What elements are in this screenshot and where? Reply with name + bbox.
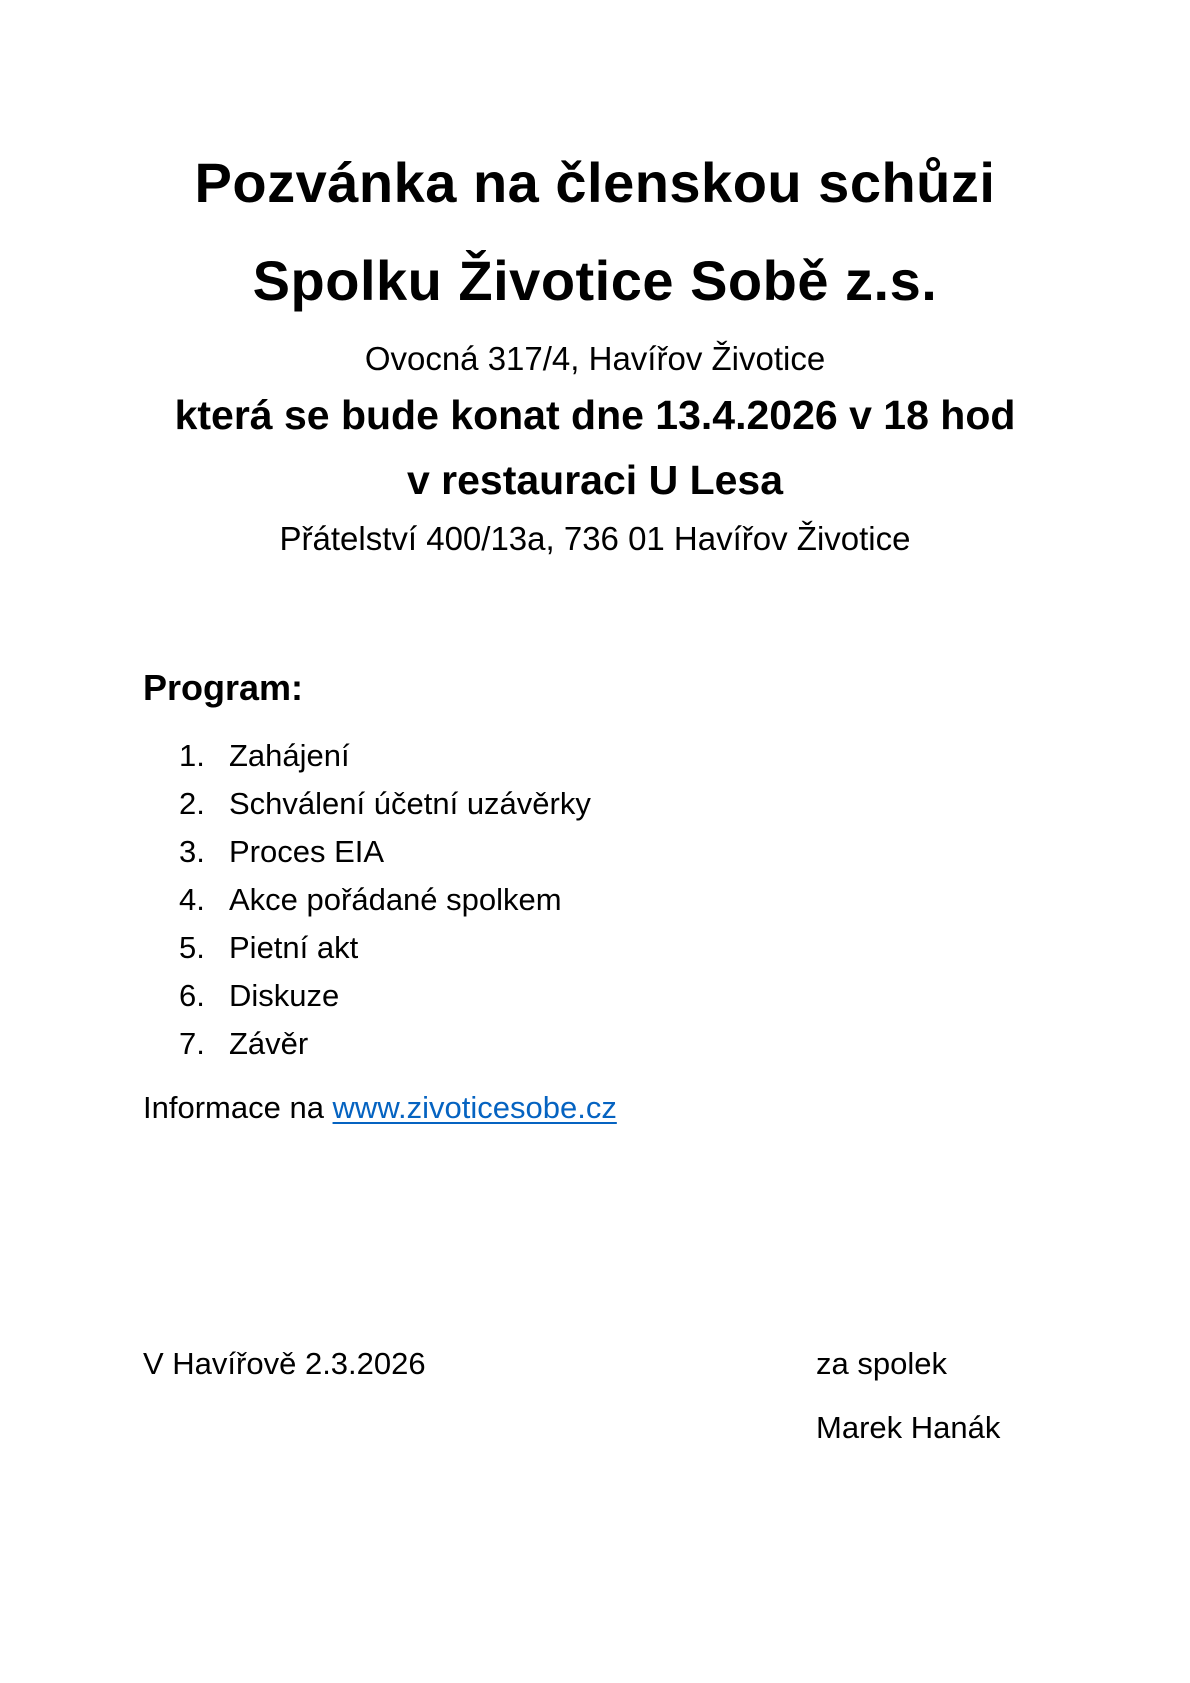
program-item-number: 6.: [179, 978, 205, 1013]
signature-name: Marek Hanák: [816, 1410, 1001, 1445]
meeting-datetime: která se bude konat dne 13.4.2026 v 18 hod: [174, 392, 1016, 438]
organization-address: Ovocná 317/4, Havířov Životice: [364, 340, 826, 377]
signature-label: za spolek: [816, 1346, 947, 1381]
invitation-title-line1: Pozvánka na členskou schůzi: [194, 151, 996, 214]
info-line: [143, 1090, 617, 1126]
meeting-venue: v restauraci U Lesa: [406, 457, 784, 503]
info-prefix: Informace na: [143, 1090, 333, 1125]
program-item-text: Proces EIA: [229, 834, 385, 869]
program-item-text: Zahájení: [229, 738, 350, 773]
program-item-text: Akce pořádané spolkem: [229, 882, 562, 917]
place-and-date: V Havířově 2.3.2026: [143, 1346, 426, 1381]
program-item-text: Diskuze: [229, 978, 340, 1013]
website-link[interactable]: www.zivoticesobe.cz: [332, 1090, 617, 1125]
invitation-title-line2: Spolku Životice Sobě z.s.: [252, 249, 938, 312]
program-item-number: 5.: [179, 930, 205, 965]
venue-address: Přátelství 400/13a, 736 01 Havířov Životice: [279, 520, 911, 557]
program-item-number: 4.: [179, 882, 205, 917]
program-item-number: 1.: [179, 738, 205, 773]
program-item-number: 3.: [179, 834, 205, 869]
program-item-text: Pietní akt: [229, 930, 359, 965]
program-item-text: Schválení účetní uzávěrky: [229, 786, 591, 821]
program-heading: Program:: [143, 667, 304, 708]
program-item-number: 2.: [179, 786, 205, 821]
program-item-number: 7.: [179, 1026, 205, 1061]
program-item-text: Závěr: [229, 1026, 309, 1061]
